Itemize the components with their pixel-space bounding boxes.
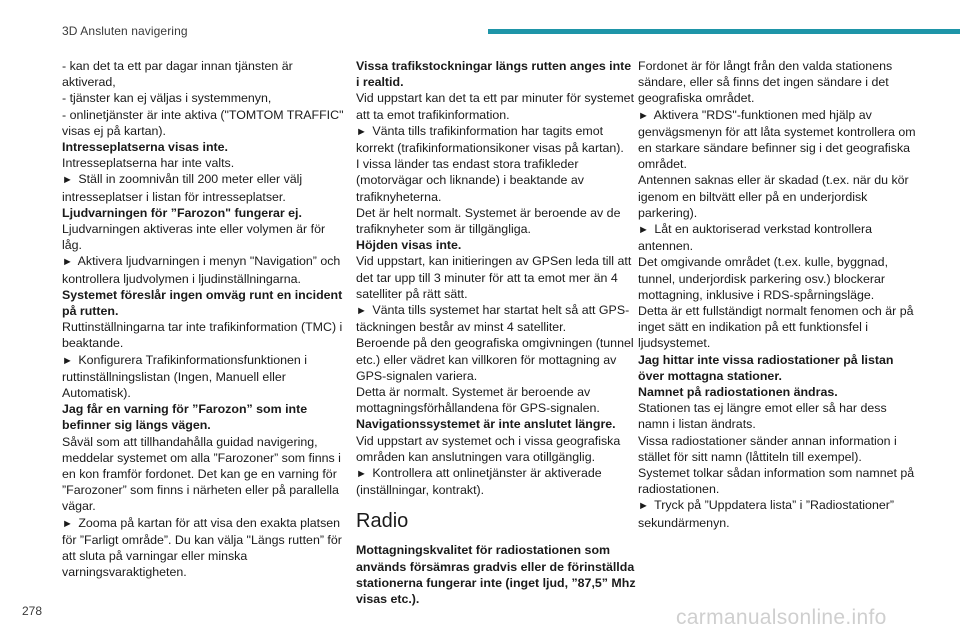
body-paragraph: Vid uppstart kan det ta ett par minuter för systemet att ta emot trafikinformation. — [356, 91, 635, 122]
question-heading: Namnet på radiostationen ändras. — [638, 385, 838, 400]
watermark: carmanualsonline.info — [676, 606, 887, 629]
body-paragraph: Detta är normalt. Systemet är beroende av mottagningsförhållandena för GPS-signalen. — [356, 385, 600, 416]
arrow-right-icon: ► — [356, 468, 367, 481]
body-paragraph: Systemet tolkar sådan information som namnet på radiostationen. — [638, 466, 915, 497]
text-column-left — [62, 58, 344, 581]
body-paragraph: Vid uppstart, kan initieringen av GPSen leda till att det tar upp till 3 minuter för att ta emot mer än 4 satelliter på rätt sätt. — [356, 254, 632, 301]
page-header-title: 3D Ansluten navigering — [62, 24, 188, 38]
text-column-right — [638, 58, 920, 531]
body-paragraph: Vid uppstart av systemet och i vissa geografiska områden kan anslutningen vara otillgänglig. — [356, 433, 621, 464]
arrow-right-icon: ► — [62, 517, 73, 530]
body-paragraph: Antennen saknas eller är skadad (t.ex. när du kör igenom en biltvätt eller på en underjordisk parkering). — [638, 173, 909, 220]
body-paragraph: Det är helt normalt. Systemet är beroende av de trafiknyheter som är tillgängliga. — [356, 205, 621, 237]
action-step — [62, 352, 344, 402]
body-paragraph: Det omgivande området (t.ex. kulle, byggnad, tunnel, underjordisk parkering osv.) blockerar mottagning, inklusive i RDS-spårningsläge. — [638, 255, 889, 302]
body-paragraph: Såväl som att tillhandahålla guidad navigering, meddelar systemet om alla ”Farozoner” som finns i en kon framför fordonet. Det kan ge en varning för ”Farozoner” som finns i närheten eller på parallella vägar. — [62, 434, 341, 514]
action-step-text: Aktivera "RDS"-funktionen med hjälp av genvägsmenyn för att låta systemet kontrollera om en starkare sändare befinner sig i det geografiska området. — [638, 107, 916, 172]
body-paragraph: Beroende på den geografiska omgivningen (tunnel etc.) eller vädret kan villkoren för mottagning av GPS-signalen variera. — [356, 336, 634, 383]
body-paragraph: Vissa radiostationer sänder annan information i stället för sitt namn (låttiteln till exempel). — [638, 433, 897, 464]
action-step — [62, 171, 344, 204]
action-step-text: Tryck på ”Uppdatera lista” i ”Radiostationer” sekundärmenyn. — [638, 498, 894, 530]
action-step — [638, 107, 920, 173]
action-step — [62, 515, 344, 581]
question-heading: Vissa trafikstockningar längs rutten anges inte i realtid. — [356, 59, 632, 90]
section-heading: Radio — [356, 510, 409, 533]
question-heading: Ljudvarningen för ”Farozon" fungerar ej. — [62, 205, 302, 220]
action-step-text: Kontrollera att onlinetjänster är aktiverade (inställningar, kontrakt). — [356, 466, 602, 498]
header-accent-bar — [488, 29, 960, 34]
body-paragraph: Stationen tas ej längre emot eller så har dess namn i listan ändrats. — [638, 401, 887, 432]
action-step — [356, 302, 638, 335]
body-paragraph: - tjänster kan ej väljas i systemmenyn, — [62, 91, 272, 106]
arrow-right-icon: ► — [62, 354, 73, 367]
question-heading: Jag får en varning för ”Farozon” som inte befinner sig längs vägen. — [62, 402, 308, 433]
arrow-right-icon: ► — [638, 224, 649, 237]
action-step — [356, 123, 638, 156]
body-paragraph: Ruttinställningarna tar inte trafikinformation (TMC) i beaktande. — [62, 320, 343, 351]
action-step-text: Låt en auktoriserad verkstad kontrollera antennen. — [638, 222, 872, 254]
body-paragraph: - onlinetjänster är inte aktiva ("TOMTOM TRAFFIC" visas ej på kartan). — [62, 107, 344, 138]
page-number: 278 — [22, 604, 43, 618]
action-step-text: Aktivera ljudvarningen i menyn "Navigation” och kontrollera ljudvolymen i ljudinställningarna. — [62, 254, 341, 286]
body-paragraph: I vissa länder tas endast stora trafikleder (motorvägar och liknande) i beaktande av trafiknyheterna. — [356, 157, 584, 204]
text-column-middle — [356, 58, 638, 607]
body-paragraph: Ljudvarningen aktiveras inte eller volymen är för låg. — [62, 222, 326, 253]
arrow-right-icon: ► — [62, 256, 73, 269]
action-step — [638, 221, 920, 254]
question-heading: Intresseplatserna visas inte. — [62, 140, 228, 155]
body-paragraph: Detta är ett fullständigt normalt fenomen och är på inget sätt en indikation på ett funktionsfel i ljudsystemet. — [638, 304, 914, 351]
body-paragraph: - kan det ta ett par dagar innan tjänsten är aktiverad, — [62, 59, 293, 90]
body-paragraph: Fordonet är för långt från den valda stationens sändare, eller så finns det ingen sändare i det geografiska området. — [638, 59, 893, 106]
action-step — [356, 465, 638, 498]
question-heading: Jag hittar inte vissa radiostationer på listan över mottagna stationer. — [638, 352, 894, 383]
arrow-right-icon: ► — [62, 174, 73, 187]
question-heading: Mottagningskvalitet för radiostationen som används försämras gradvis eller de förinställda stationerna fungerar inte (inget ljud, ”87,5” Mhz visas etc.). — [356, 543, 636, 607]
action-step — [62, 253, 344, 286]
body-paragraph: Intresseplatserna har inte valts. — [62, 156, 235, 171]
question-heading: Systemet föreslår ingen omväg runt en incident på rutten. — [62, 287, 343, 319]
question-heading: Höjden visas inte. — [356, 238, 462, 253]
arrow-right-icon: ► — [356, 305, 367, 318]
arrow-right-icon: ► — [638, 500, 649, 513]
action-step — [638, 497, 920, 530]
arrow-right-icon: ► — [356, 125, 367, 138]
action-step-text: Ställ in zoomnivån till 200 meter eller välj intresseplatser i listan för intresseplatser. — [62, 172, 303, 204]
action-step-text: Vänta tills systemet har startat helt så att GPS-täckningen består av minst 4 satelliter. — [356, 303, 630, 335]
arrow-right-icon: ► — [638, 109, 649, 122]
question-heading: Navigationssystemet är inte anslutet längre. — [356, 417, 616, 432]
action-step-text: Konfigurera Trafikinformationsfunktionen i ruttinställningslistan (Ingen, Manuell eller Automatisk). — [62, 352, 308, 401]
action-step-text: Vänta tills trafikinformation har tagits emot korrekt (trafikinformationsikoner visas på kartan). — [356, 123, 624, 156]
action-step-text: Zooma på kartan för att visa den exakta platsen för ”Farligt område”. Du kan välja "Längs rutten” för att sluta på varningar eller minska varningsvaraktigheten. — [62, 515, 342, 580]
